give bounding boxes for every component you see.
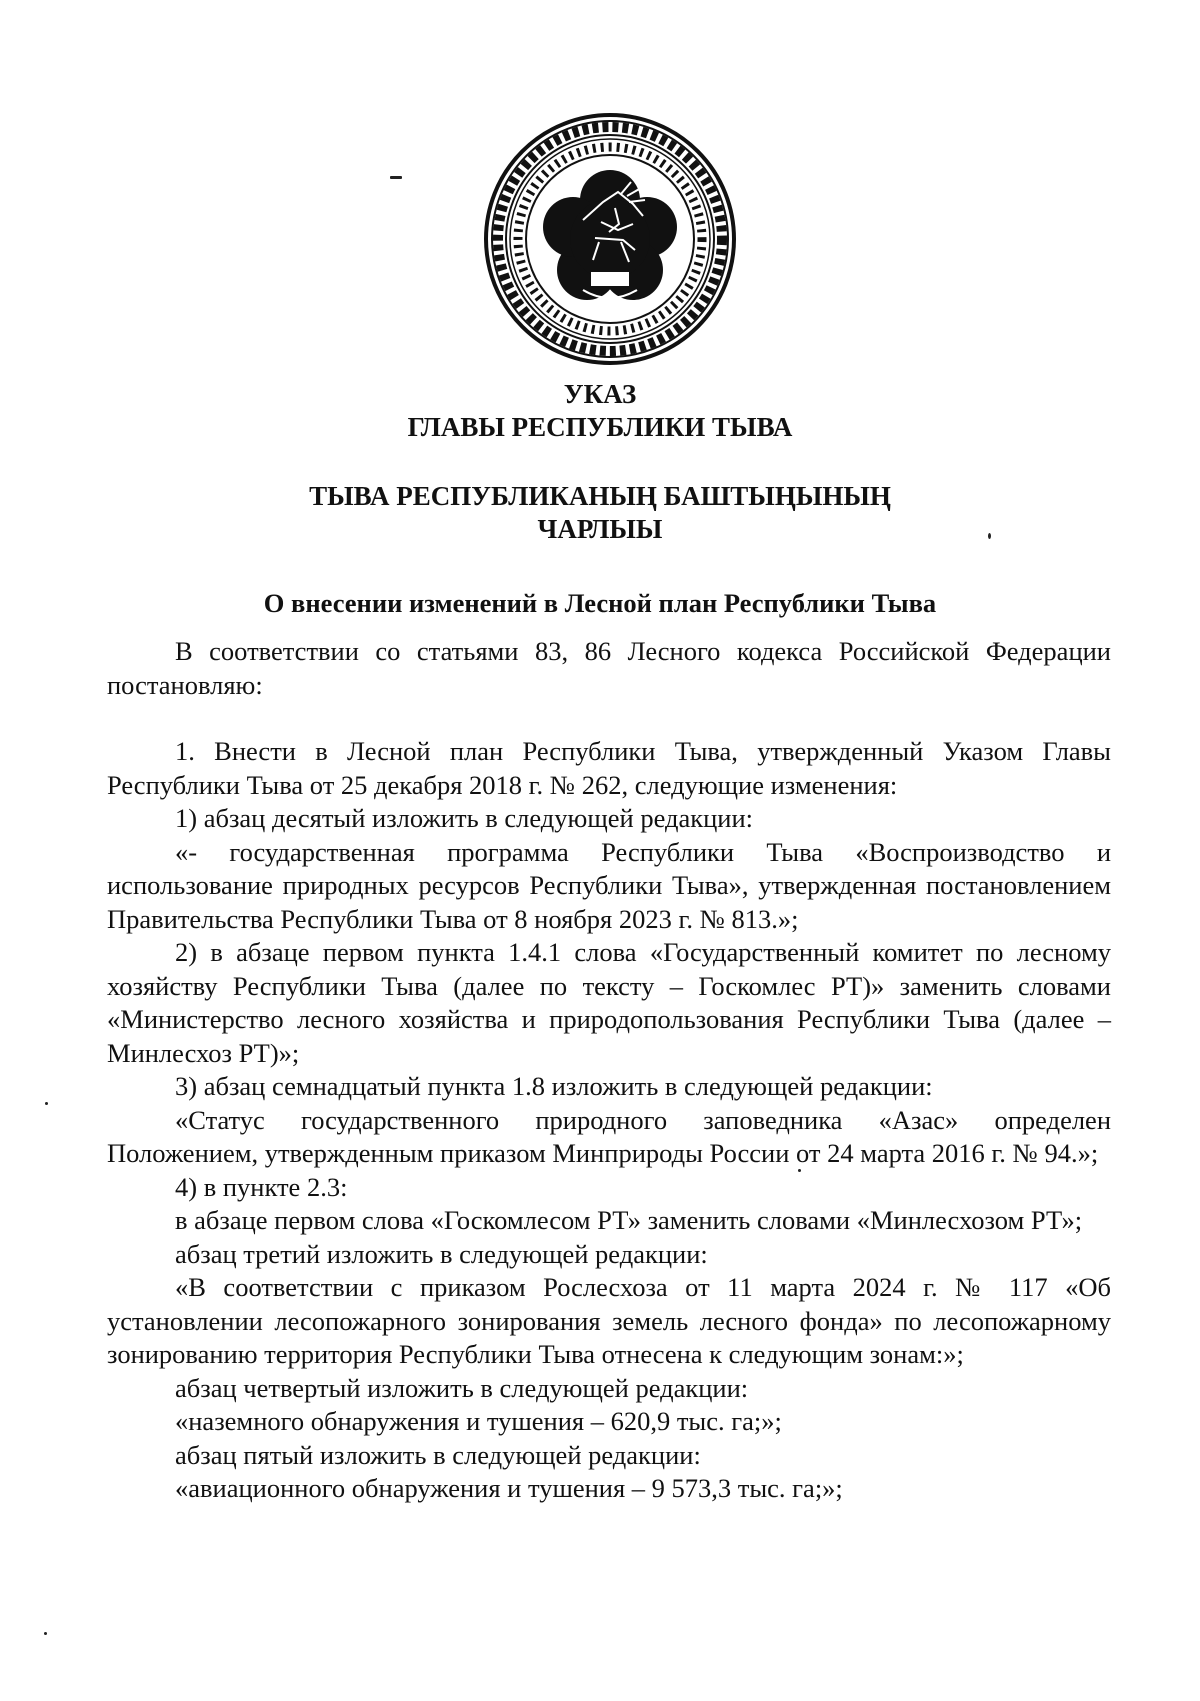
document-body: [107, 635, 1111, 1506]
decree-issuer: ГЛАВЫ РЕСПУБЛИКИ ТЫВА: [407, 412, 793, 442]
paragraph: «В соответствии с приказом Рослесхоза от 11 марта 2024 г. № 117 «Об установлении лесопожарного зонирования земель лесного фонда» по лесопожарному зонированию территория Республики Тыва отнесена к следующим зонам:»;: [107, 1272, 1111, 1369]
paragraph: 3) абзац семнадцатый пункта 1.8 изложить в следующей редакции:: [175, 1071, 933, 1101]
paragraph: «Статус государственного природного заповедника «Азас» определен Положением, утвержденным приказом Минприроды России от 24 марта 2016 г. № 94.»;: [107, 1104, 1111, 1168]
paragraph: 1. Внести в Лесной план Республики Тыва, утвержденный Указом Главы Республики Тыва от 25 декабря 2018 г. № 262, следующие изменения:: [107, 736, 1111, 800]
paragraph: 2) в абзаце первом пункта 1.4.1 слова «Государственный комитет по лесному хозяйству Республики Тыва (далее по тексту – Госкомлес РТ)» заменить словами «Министерство лесного хозяйства и природопользования Республики Тыва (далее – Минлесхоз РТ)»;: [107, 937, 1111, 1068]
decree-title-tyvan: ТЫВА РЕСПУБЛИКАНЫҢ БАШТЫҢЫНЫҢ: [309, 481, 891, 511]
paragraph: абзац четвертый изложить в следующей редакции:: [175, 1372, 749, 1403]
paragraph: «авиационного обнаружения и тушения – 9 573,3 тыс. га;»;: [175, 1473, 843, 1503]
decree-title: УКАЗ: [563, 379, 637, 409]
paragraph: 1) абзац десятый изложить в следующей редакции:: [175, 803, 754, 833]
paragraph: в абзаце первом слова «Госкомлесом РТ» заменить словами «Минлесхозом РТ»;: [175, 1205, 1083, 1235]
scan-mark: [45, 1102, 48, 1105]
paragraph: «- государственная программа Республики Тыва «Воспроизводство и использование природных ресурсов Республики Тыва», утвержденная постановлением Правительства Республики Тыва от 8 ноября 2023 г. № 813.»;: [107, 836, 1111, 934]
paragraph: В соответствии со статьями 83, 86 Лесного кодекса Российской Федерации постановляю:: [107, 636, 1111, 700]
paragraph: 4) в пункте 2.3:: [175, 1171, 348, 1202]
tuva-coat-of-arms-icon: [483, 112, 737, 366]
decree-title-tyvan-2: ЧАРЛЫЫ: [537, 514, 663, 544]
paragraph: абзац пятый изложить в следующей редакции:: [175, 1439, 701, 1470]
document-header: [0, 378, 1200, 620]
paragraph: «наземного обнаружения и тушения – 620,9 тыс. га;»;: [175, 1406, 782, 1436]
scan-mark: [390, 176, 402, 179]
decree-title-block: [0, 378, 1200, 444]
paragraph: абзац третий изложить в следующей редакции:: [175, 1238, 708, 1269]
scan-mark: [44, 1632, 47, 1635]
decree-title-tyvan-block: [0, 480, 1200, 546]
decree-subject: О внесении изменений в Лесной план Республики Тыва: [263, 588, 937, 618]
